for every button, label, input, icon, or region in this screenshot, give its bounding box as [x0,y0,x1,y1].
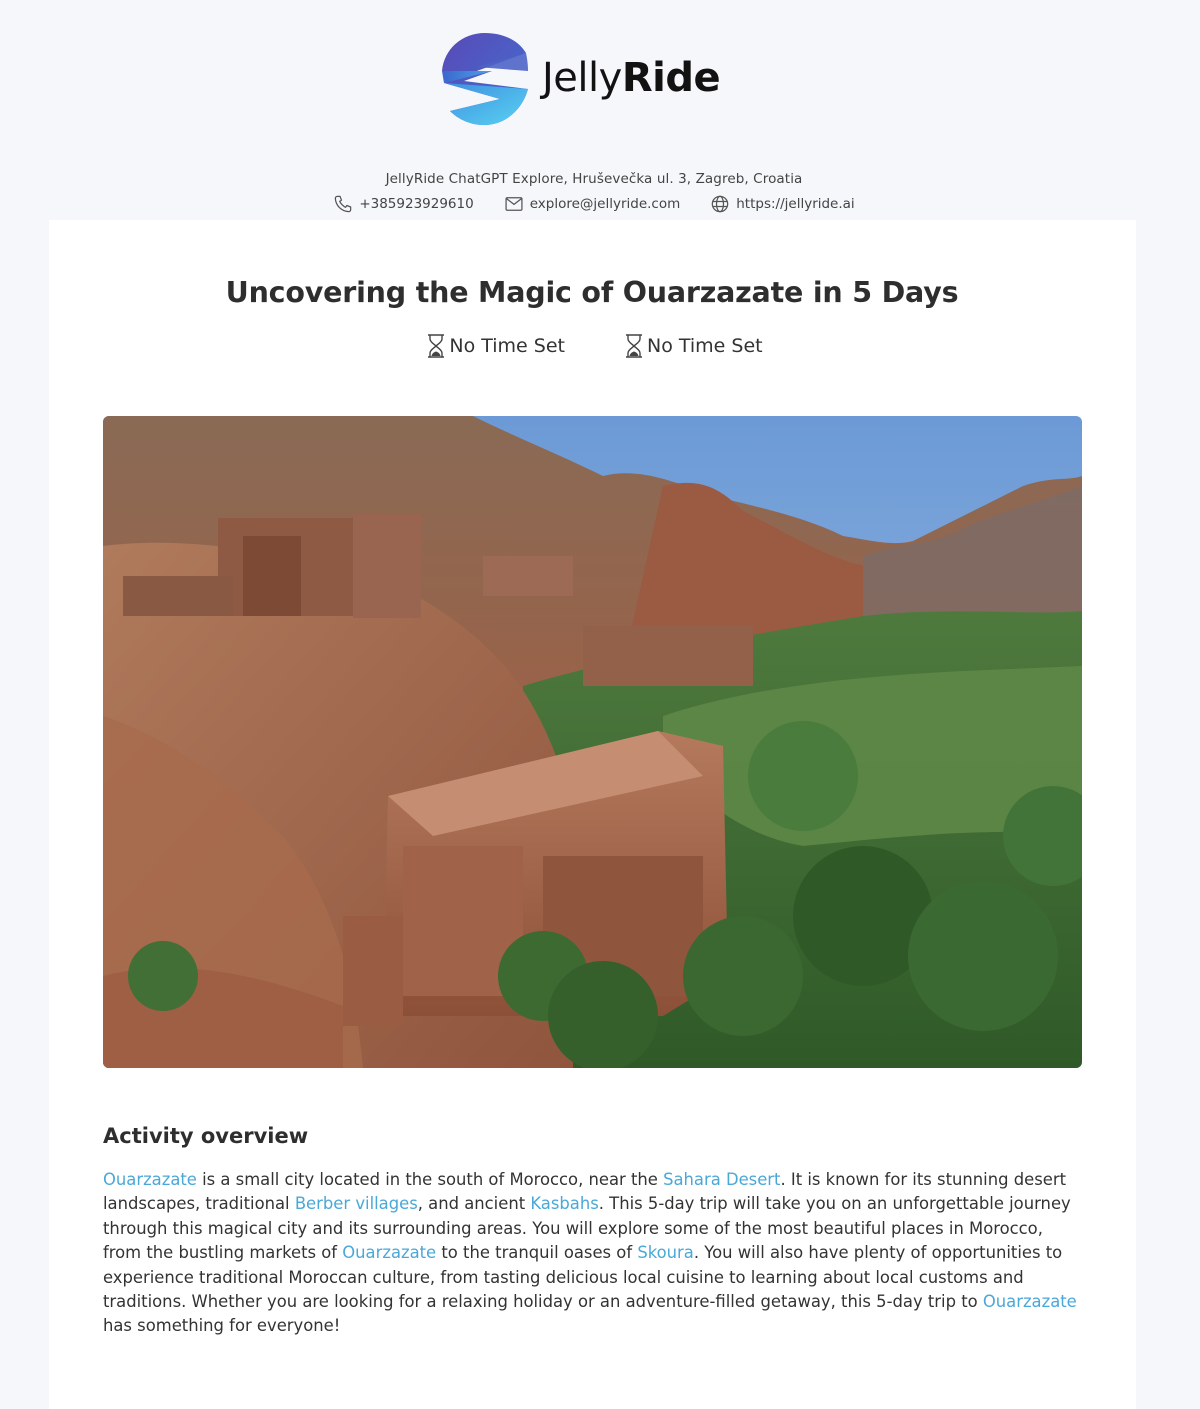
overview-text-segment: has something for everyone! [103,1316,341,1336]
kasbah-landscape-image [103,416,1082,1068]
link-ouarzazate[interactable]: Ouarzazate [103,1170,197,1189]
start-time-label: No Time Set [449,335,565,357]
overview-text-segment: . This 5-day trip will take you on an unforgettable journey through this magical city and its surrounding areas. You will explore some of the most beautiful places in Morocco, from the bustling markets of [103,1194,1071,1263]
page-header [0,0,1200,220]
overview-text-segment: is a small city located in the south of Morocco, near the [196,1170,664,1189]
jellyride-logo-icon [440,31,530,125]
link-skoura[interactable]: Skoura [637,1243,694,1263]
brand-name-bold: Ride [621,55,721,101]
phone-icon [333,194,353,214]
end-time [623,333,763,359]
link-ouarzazate[interactable]: Ouarzazate [342,1243,437,1263]
destination-photo [103,416,1082,1068]
phone-contact[interactable] [333,193,473,215]
globe-icon [710,194,730,214]
link-ouarzazate[interactable]: Ouarzazate [982,1292,1077,1312]
link-sahara-desert[interactable]: Sahara Desert [663,1170,781,1189]
email-address: explore@jellyride.com [529,196,681,212]
hourglass-icon [623,333,645,359]
trip-title: Uncovering the Magic of Ouarzazate in 5 Days [225,276,959,309]
trip-times [0,333,1188,359]
website-contact[interactable] [710,193,854,215]
end-time-label: No Time Set [647,335,763,357]
start-time [425,333,565,359]
hourglass-icon [425,333,447,359]
brand-name-light: Jelly [542,55,622,101]
link-berber-villages[interactable]: Berber villages [294,1194,418,1214]
website-url: https://jellyride.ai [736,196,855,212]
brand-name [542,55,721,101]
overview-text-segment: . It is known for its stunning desert landscapes, traditional [103,1170,1067,1214]
company-address: JellyRide ChatGPT Explore, Hruševečka ul. 3, Zagreb, Croatia [385,171,803,187]
overview-text [103,1168,1083,1339]
link-kasbahs[interactable]: Kasbahs [530,1194,599,1214]
email-contact[interactable] [504,193,681,215]
overview-text-segment: to the tranquil oases of [436,1243,638,1263]
contact-bar [0,193,1188,215]
jellyride-logo[interactable] [440,30,720,126]
mail-icon [504,194,524,214]
phone-number: +385923929610 [359,196,474,212]
overview-text-segment: . You will also have plenty of opportunities to experience traditional Moroccan culture, from tasting delicious local cuisine to learning about local customs and traditions. Whether you are looking for a relaxing holiday or an adventure-filled getaway, this 5-day trip to [103,1243,1063,1312]
overview-heading: Activity overview [103,1124,309,1148]
overview-text-segment: , and ancient [417,1194,531,1214]
